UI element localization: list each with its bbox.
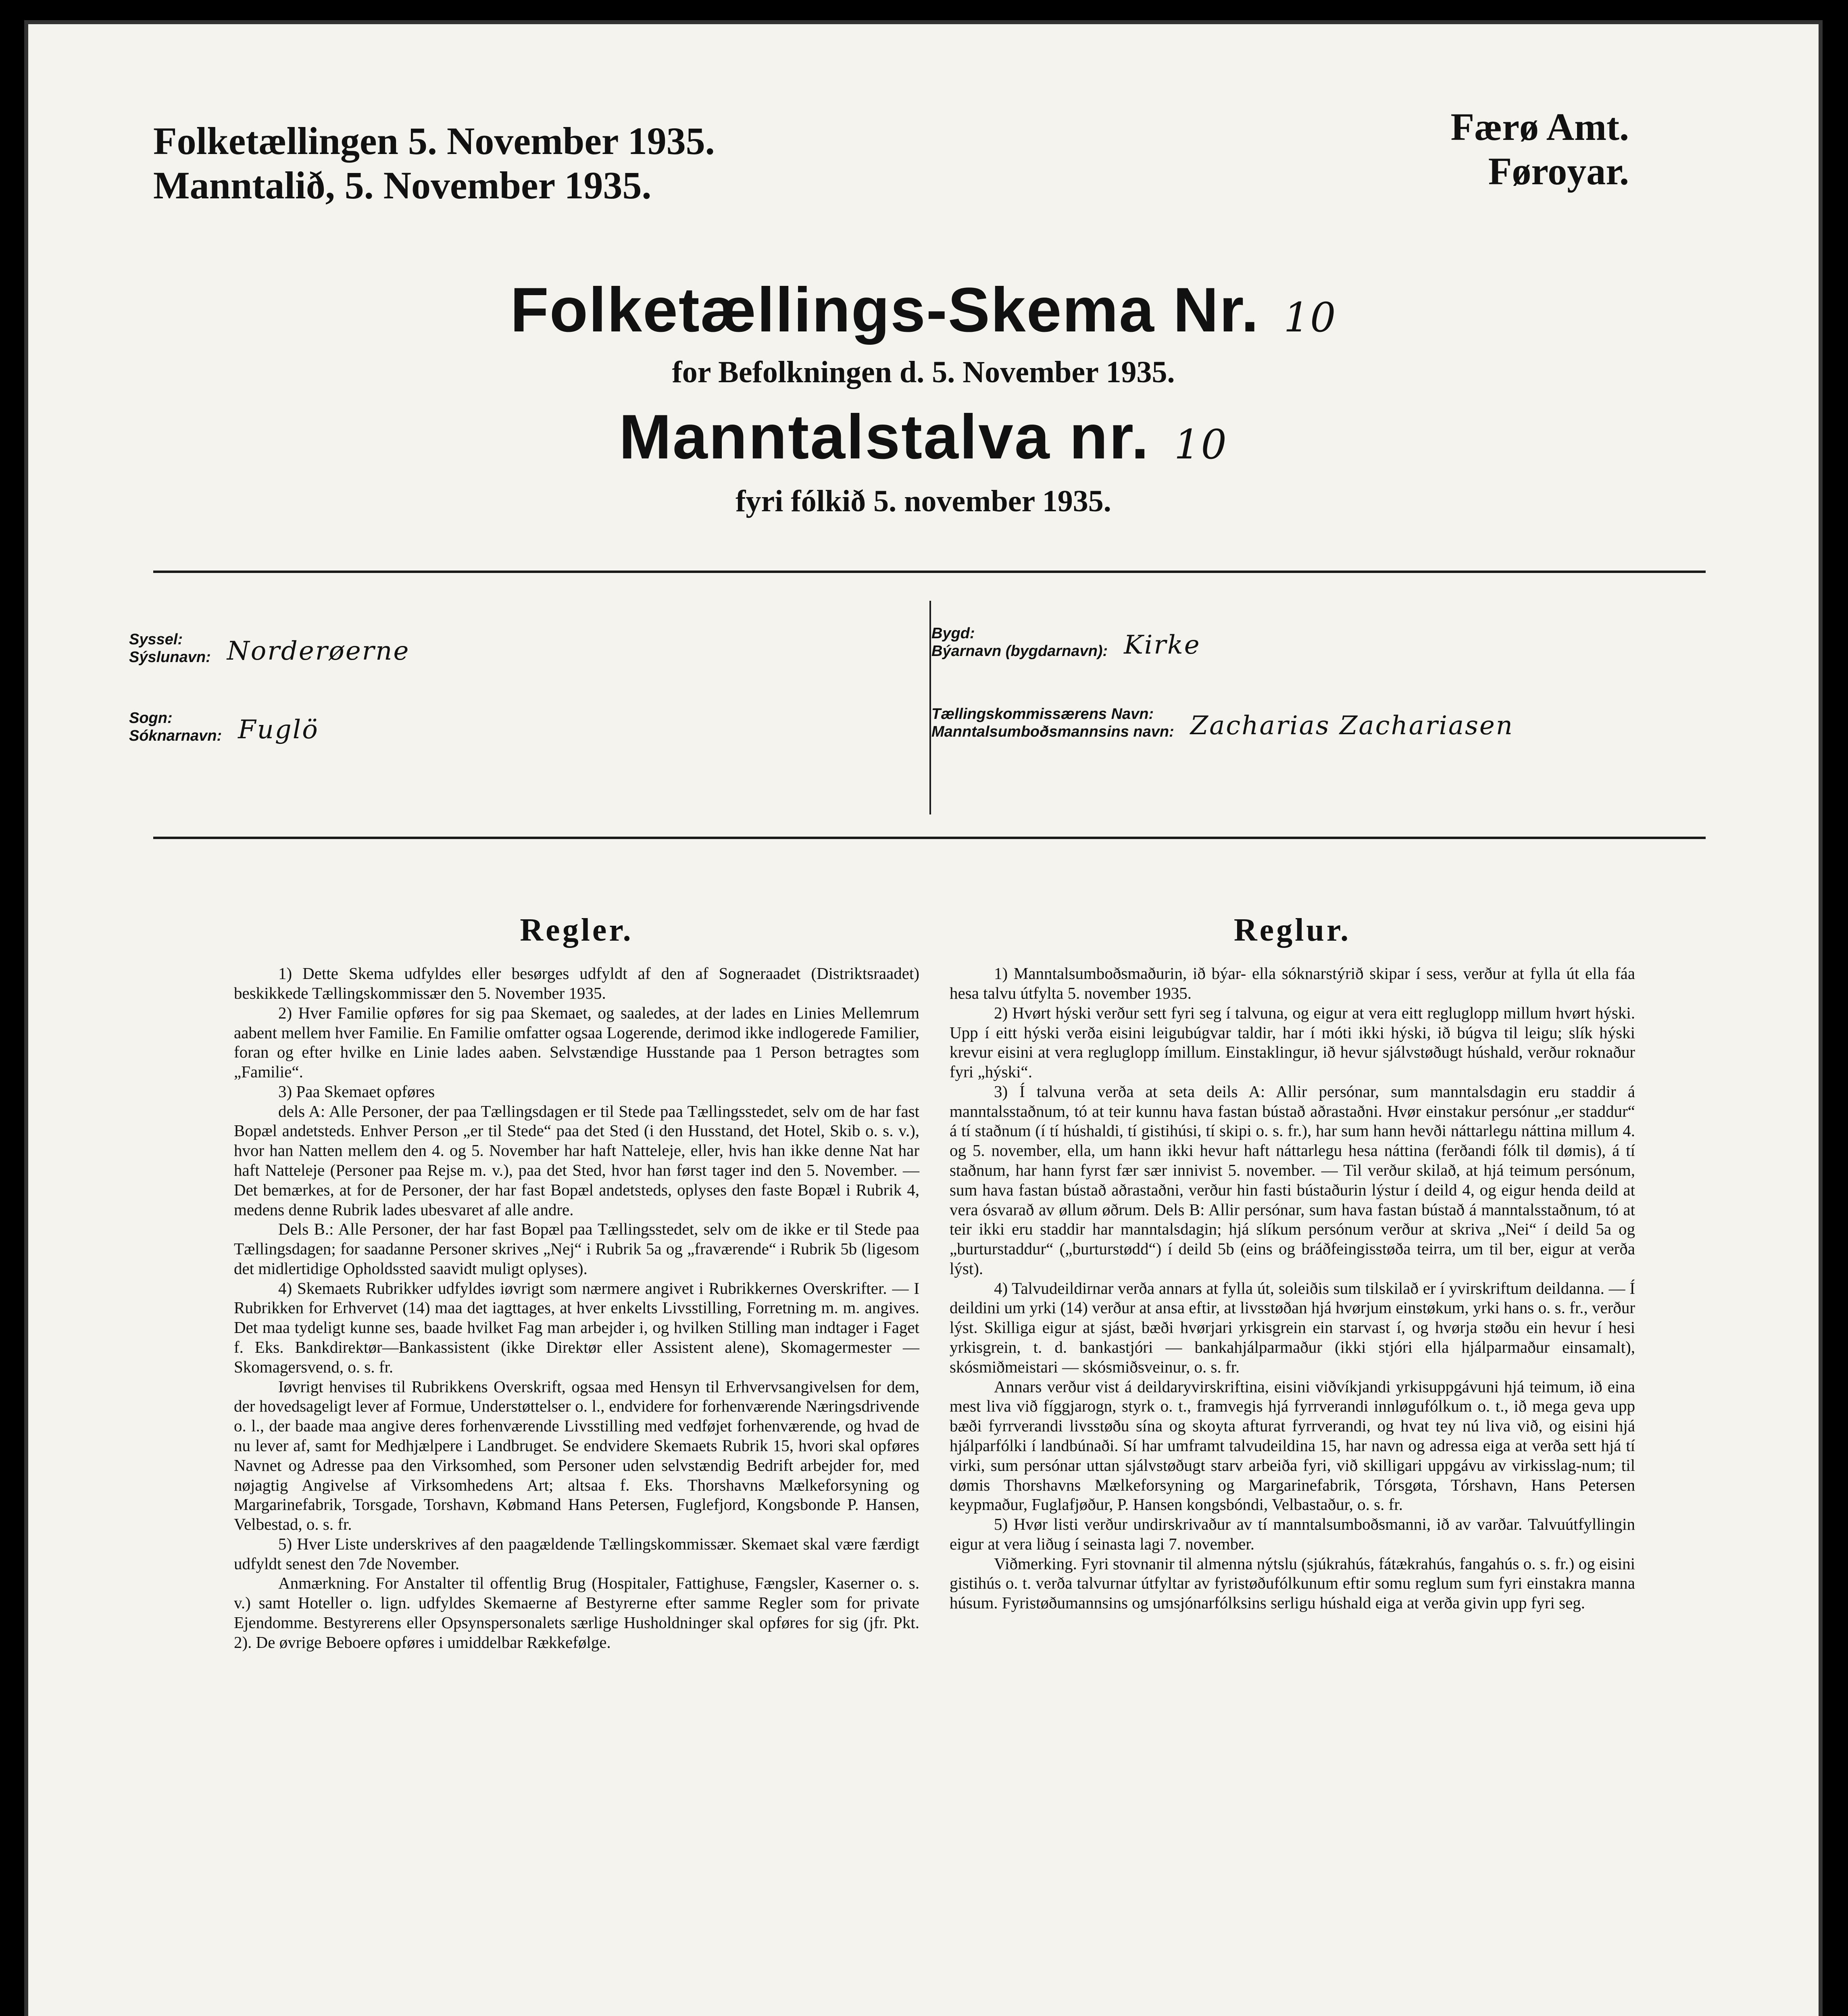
kommissaer-label-da: Tællingskommissærens Navn: [931,706,1154,723]
syssel-label-fo: Sýslunavn: [129,648,211,666]
syssel-value: Norderøerne [227,636,410,666]
rules-danish-p3a: dels A: Alle Personer, der paa Tællingsdagen er til Stede paa Tællingsstedet, selv om de har fast Bopæl andetsteds. Enhver Person „er til Stede“ paa det Sted (i den Husstand, det Hotel, Skib o. s. v.), hvor han Natten mellem den 4. og 5. November har haft Natteleje, eller, hvis han ikke denne Nat har haft Natteleje (Personer paa Rejse m. v.), paa det Sted, hvor han først tager ind den 5. November. — Det bemærkes, at for de Personer, der har fast Bopæl andetsteds, oplyses den faste Bopæl i Rubrik 4, medens denne Rubrik lades ubesvaret af alle andre. [234,1102,919,1219]
rules-faroese-p1: 1) Manntalsumboðsmaðurin, ið býar- ella sóknarstýrið skipar í sess, verður at fylla út ella fáa hesa talvu útfylta 5. november 1935. [950,964,1635,1002]
divider-top [153,571,1706,573]
rules-danish-p4: 4) Skemaets Rubrikker udfyldes iøvrigt som nærmere angivet i Rubrikkernes Overskrifter. — I Rubrikken for Erhvervet (14) maa det iagttages, at hver enkelts Livsstilling, Forretning m. m. angives. Det maa tydeligt kunne ses, baade hvilket Fag man arbejder i, og hvilken Stilling man indtager i Faget f. Eks. Bankdirektør—Bankassistent (ikke Direktør eller Assistent alene), Skomagermester — Skomagersvend, o. s. fr. [234,1279,919,1376]
bygd-field [931,625,1201,660]
form-title-fo [28,401,1819,473]
kommissaer-label-fo: Manntalsumboðsmannsins navn: [931,723,1174,740]
county-header [1450,105,1629,194]
rules-danish [234,911,919,1652]
county-fo: Føroyar. [1488,150,1629,193]
bygd-label-da: Bygd: [931,625,975,642]
form-title-da-text: Folketællings-Skema Nr. [510,275,1260,345]
sogn-value: Fuglö [238,714,319,745]
divider-vertical [929,601,931,814]
rules-danish-p2: 2) Hver Familie opføres for sig paa Skemaet, og saaledes, at der lades en Linies Mellemrum aabent mellem hver Familie. En Familie omfatter ogsaa Logerende, derimod ikke indlogerede Familier, foran og efter hvilke en Linie lades aaben. Selvstændige Husstande paa 1 Person betragtes som „Familie“. [234,1003,919,1081]
rules-danish-p3: 3) Paa Skemaet opføres [278,1082,435,1101]
census-date-header [153,119,715,208]
form-number-fo: 10 [1174,421,1228,468]
sogn-field [129,710,319,745]
form-sheet [24,20,1823,2016]
sogn-label-da: Sogn: [129,710,173,727]
divider-bottom [153,837,1706,839]
form-subtitle-da: for Befolkningen d. 5. November 1935. [672,355,1175,389]
syssel-field [129,631,410,666]
kommissaer-value: Zacharias Zachariasen [1190,710,1514,741]
rules-faroese-p3: 3) Í talvuna verða at seta deils A: Allir persónar, sum manntalsdagin eru staddir á manntalsstaðnum, tó at teir kunnu hava fastan bústað aðrastaðni. Hvør einstakur persónur „er staddur“ á tí staðnum (í tí húshaldi, tí gistihúsi, tí skipi o. s. fr.), har sum hann hevði náttarlegu náttina millum 4. og 5. november, ella, um hann ikki hevur haft náttarlegu hesa náttina (ferðandi fólk til dømis), á tí staðnum, har hann fyrst fær sær innivist 5. november. — Til verður skilað, at hjá teimum persónum, sum hava fastan bústað aðrastaðni, verður hin fasti bústaðurin lýstur í deild 4, og eigur henda deild at vera ósvarað av øllum øðrum. Dels B: Allir persónar, sum hava fastan bústað á manntalsstaðnum, tó at teir ikki eru staddir har manntalsdagin; hjá slíkum persónum verður at skriva „Nei“ í deild 5a og „burturstaddur“ („burturstødd“) í deild 5b (eins og bráðfeingisstøða teirra, um til ber, eigur at verða lýst). [950,1082,1635,1278]
rules-faroese-p4: 4) Talvudeildirnar verða annars at fylla út, soleiðis sum tilskilað er í yvirskriftum deildanna. — Í deildini um yrki (14) verður at ansa eftir, at livsstøðan hjá hvørjum einstøkum, yrki hans o. s. fr., verður lýst. Skilliga eigur at sjást, bæði hvørjari yrkisgrein ein starvast í, og hvørja støðu ein hevur í hesi yrkisgrein, t. d. bankastjóri — bankahjálparmaður (ikki stjóri ella hjálparmaður einsamalt), skósmiðmeistari — skósmiðsveinur, o. s. fr. [950,1279,1635,1376]
rules-faroese-heading: Reglur. [1233,912,1351,948]
form-number-da: 10 [1283,294,1337,341]
rules-danish-p1: 1) Dette Skema udfyldes eller besørges udfyldt af den af Sogneraadet (Distriktsraadet) beskikkede Tællingskommissær den 5. November 1935. [234,964,919,1002]
rules-faroese-p2: 2) Hvørt hýski verður sett fyri seg í talvuna, og eigur at vera eitt regluglopp millum hvørt hýski. Upp í eitt hýski verða eisini leigubúgvar taldir, har í móti ikki hýski, ið búgva til leigu; slík hýski krevur eisini at vera regluglopp ímillum. Einstaklingur, ið hevur sjálvstøðugt húshald, verður roknaður fyri „hýski“. [950,1003,1635,1081]
rules-danish-note: Anmærkning. For Anstalter til offentlig Brug (Hospitaler, Fattighuse, Fængsler, Kaserner o. s. v.) samt Hoteller o. lign. udfyldes Skemaerne af Bestyrerne efter samme Regler som for private Ejendomme. Bestyrerens eller Opsynspersonalets særlige Husholdninger skal opføres for sig (jfr. Pkt. 2). De øvrige Beboere opføres i umiddelbar Rækkefølge. [234,1574,919,1652]
sogn-label-fo: Sóknarnavn: [129,727,222,744]
county-da: Færø Amt. [1450,105,1629,148]
census-date-da: Folketællingen 5. November 1935. [153,119,715,162]
kommissaer-field [931,706,1514,741]
syssel-label-da: Syssel: [129,631,183,648]
form-title-fo-text: Manntalstalva nr. [619,402,1150,472]
rules-faroese-p5: 5) Hvør listi verður undirskrivaður av tí manntalsumboðsmanni, ið av varðar. Talvuútfyllingin eigur at vera liðug í seinasta lagi 7. november. [950,1515,1635,1553]
form-title-da [28,274,1819,346]
rules-danish-heading: Regler. [520,912,633,948]
rules-faroese-p4b: Annars verður vist á deildaryvirskriftina, eisini viðvíkjandi yrkisuppgávuni hjá teimum, ið eina mest liva við fíggjarogn, styrk o. t., framvegis hjá fyrrverandi innløgufólkum o. t., ið mega geva upp bæði fyrrverandi livsstøðu sína og skoyta afturat fyrrverandi, og hvat tey nú liva við, og eisini hjá hjálparfólki í landbúnaði. Sí har umframt talvudeildina 15, har navn og adressa eiga at verða sett hjá tí virki, sum persónar uttan sjálvstøðugt starv arbeiða fyri, við skilligari uppgávu av virkisslag-num; til dømis Thorshavns Mælkeforsyning og Margarinefabrik, Tórsgøta, Tórshavn, Hans Petersen keypmaður, Fuglafjøður, P. Hansen kongsbóndi, Velbastaður, o. s. fr. [950,1377,1635,1514]
rules-danish-p3b: Dels B.: Alle Personer, der har fast Bopæl paa Tællingsstedet, selv om de ikke er til Stede paa Tællingsdagen; for saadanne Personer skrives „Nej“ i Rubrik 5a og „fraværende“ i Rubrik 5b (ligesom det midlertidige Opholdssted saavidt muligt oplyses). [234,1220,919,1278]
form-subtitle-fo: fyri fólkið 5. november 1935. [735,484,1111,518]
rules-faroese [950,911,1635,1613]
bygd-label-fo: Býarnavn (bygdarnavn): [931,642,1108,660]
rules-faroese-note: Viðmerking. Fyri stovnanir til almenna nýtslu (sjúkrahús, fátækrahús, fangahús o. s. fr.) og eisini gistihús o. t. verða talvurnar útfyltar av fyristøðufólkunum eftir somu reglum sum fyri einstakra manna húsum. Fyristøðumannsins og umsjónarfólksins serligu húshald eiga at verða givin upp fyri seg. [950,1554,1635,1612]
census-date-fo: Manntalið, 5. November 1935. [153,164,652,207]
bygd-value: Kirke [1124,630,1201,660]
rules-danish-p4b: Iøvrigt henvises til Rubrikkens Overskrift, ogsaa med Hensyn til Erhvervsangivelsen for dem, der hovedsageligt lever af Formue, Understøttelser o. l., endvidere for forhenværende Næringsdrivende o. l., der baade maa angive deres forhenværende Livsstilling med vedføjet forhenværende, og hvad de nu lever af, samt for Medhjælpere i Landbruget. Se endvidere Skemaets Rubrik 15, hvori skal opføres Navnet og Adresse paa den Virksomhed, som Personer uden selvstændig Bedrift arbejder for, med nøjagtig Angivelse af Virksomhedens Art; altsaa f. Eks. Thorshavns Mælkeforsyning og Margarinefabrik, Torsgade, Torshavn, Købmand Hans Petersen, Fuglefjord, Kongsbonde P. Hansen, Velbestad, o. s. fr. [234,1377,919,1534]
rules-danish-p5: 5) Hver Liste underskrives af den paagældende Tællingskommissær. Skemaet skal være færdigt udfyldt senest den 7de November. [234,1534,919,1573]
